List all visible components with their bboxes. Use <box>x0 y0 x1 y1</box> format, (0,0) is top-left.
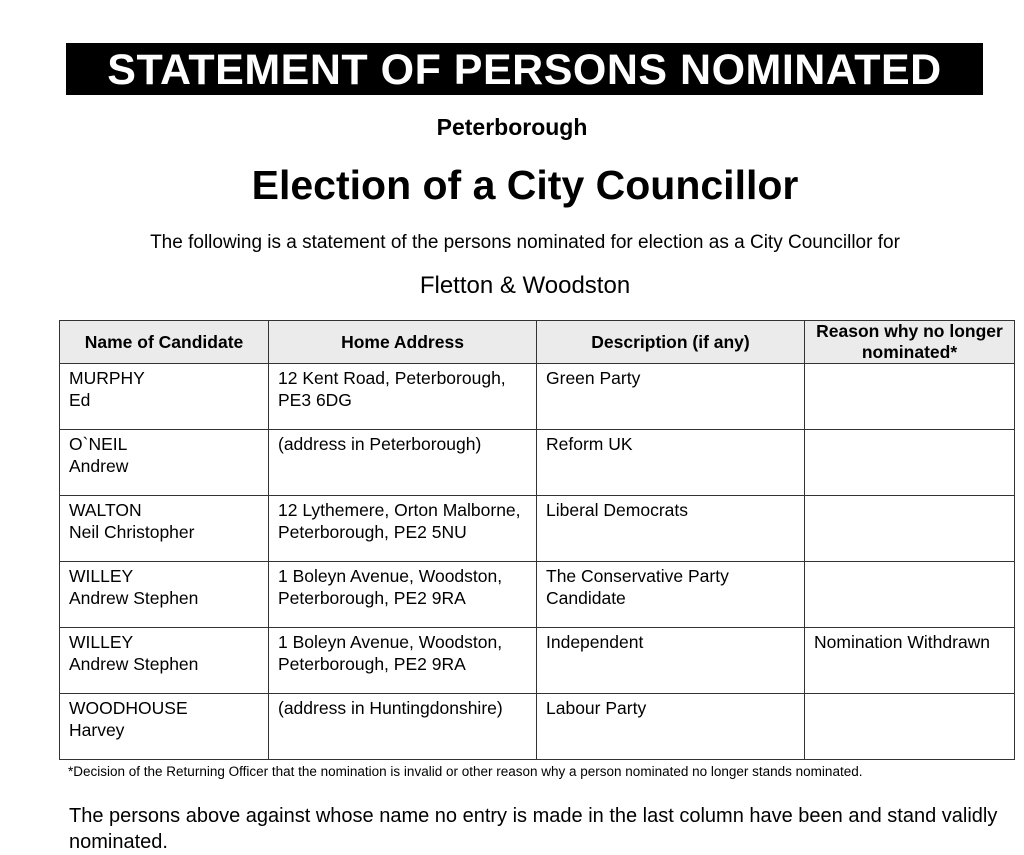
candidate-forenames: Neil Christopher <box>69 522 195 542</box>
description-cell: The Conservative Party Candidate <box>537 562 805 628</box>
candidate-forenames: Andrew Stephen <box>69 588 199 608</box>
candidate-name-cell <box>60 562 269 628</box>
reason-cell <box>805 694 1015 760</box>
candidates-table <box>59 320 1015 760</box>
candidate-forenames: Harvey <box>69 720 125 740</box>
table-row <box>60 430 1015 496</box>
home-address-cell: (address in Huntingdonshire) <box>269 694 537 760</box>
reason-cell <box>805 430 1015 496</box>
home-address-cell: 1 Boleyn Avenue, Woodston, Peterborough, PE2 9RA <box>269 562 537 628</box>
reason-cell <box>805 364 1015 430</box>
candidate-name-cell <box>60 694 269 760</box>
closing-statement: The persons above against whose name no entry is made in the last column have been and stand validly nominated. <box>69 805 998 853</box>
table-row <box>60 562 1015 628</box>
intro-text: The following is a statement of the persons nominated for election as a City Councillor for <box>150 232 900 253</box>
description-cell: Liberal Democrats <box>537 496 805 562</box>
table-row <box>60 364 1015 430</box>
header-description: Description (if any) <box>537 321 805 364</box>
candidate-name-cell <box>60 364 269 430</box>
reason-cell <box>805 496 1015 562</box>
candidate-forenames: Andrew Stephen <box>69 654 199 674</box>
header-address: Home Address <box>269 321 537 364</box>
candidate-surname: WALTON <box>69 500 142 520</box>
candidate-surname: MURPHY <box>69 368 145 388</box>
description-cell: Labour Party <box>537 694 805 760</box>
candidate-surname: WOODHOUSE <box>69 698 188 718</box>
reason-cell: Nomination Withdrawn <box>805 628 1015 694</box>
ward-name: Fletton & Woodston <box>419 272 631 299</box>
description-cell: Green Party <box>537 364 805 430</box>
description-cell: Reform UK <box>537 430 805 496</box>
reason-cell <box>805 562 1015 628</box>
home-address-cell: (address in Peterborough) <box>269 430 537 496</box>
description-cell: Independent <box>537 628 805 694</box>
candidate-surname: WILLEY <box>69 566 134 586</box>
home-address-cell: 1 Boleyn Avenue, Woodston, Peterborough, PE2 9RA <box>269 628 537 694</box>
home-address-cell: 12 Lythemere, Orton Malborne, Peterborough, PE2 5NU <box>269 496 537 562</box>
home-address-cell: 12 Kent Road, Peterborough, PE3 6DG <box>269 364 537 430</box>
candidate-forenames: Andrew <box>69 456 129 476</box>
table-row <box>60 694 1015 760</box>
footnote: *Decision of the Returning Officer that the nomination is invalid or other reason why a person nominated no longer stands nominated. <box>68 764 863 779</box>
table-row <box>60 628 1015 694</box>
candidate-surname: O`NEIL <box>69 434 128 454</box>
header-name: Name of Candidate <box>60 321 269 364</box>
header-reason: Reason why no longer nominated* <box>805 321 1015 364</box>
candidate-surname: WILLEY <box>69 632 134 652</box>
council-name: Peterborough <box>436 114 588 140</box>
table-header-row <box>60 321 1015 364</box>
candidate-name-cell <box>60 430 269 496</box>
election-title: Election of a City Councillor <box>251 162 799 208</box>
table-row <box>60 496 1015 562</box>
candidate-forenames: Ed <box>69 390 91 410</box>
candidate-name-cell <box>60 628 269 694</box>
candidate-name-cell <box>60 496 269 562</box>
document-banner: STATEMENT OF PERSONS NOMINATED <box>66 43 983 95</box>
